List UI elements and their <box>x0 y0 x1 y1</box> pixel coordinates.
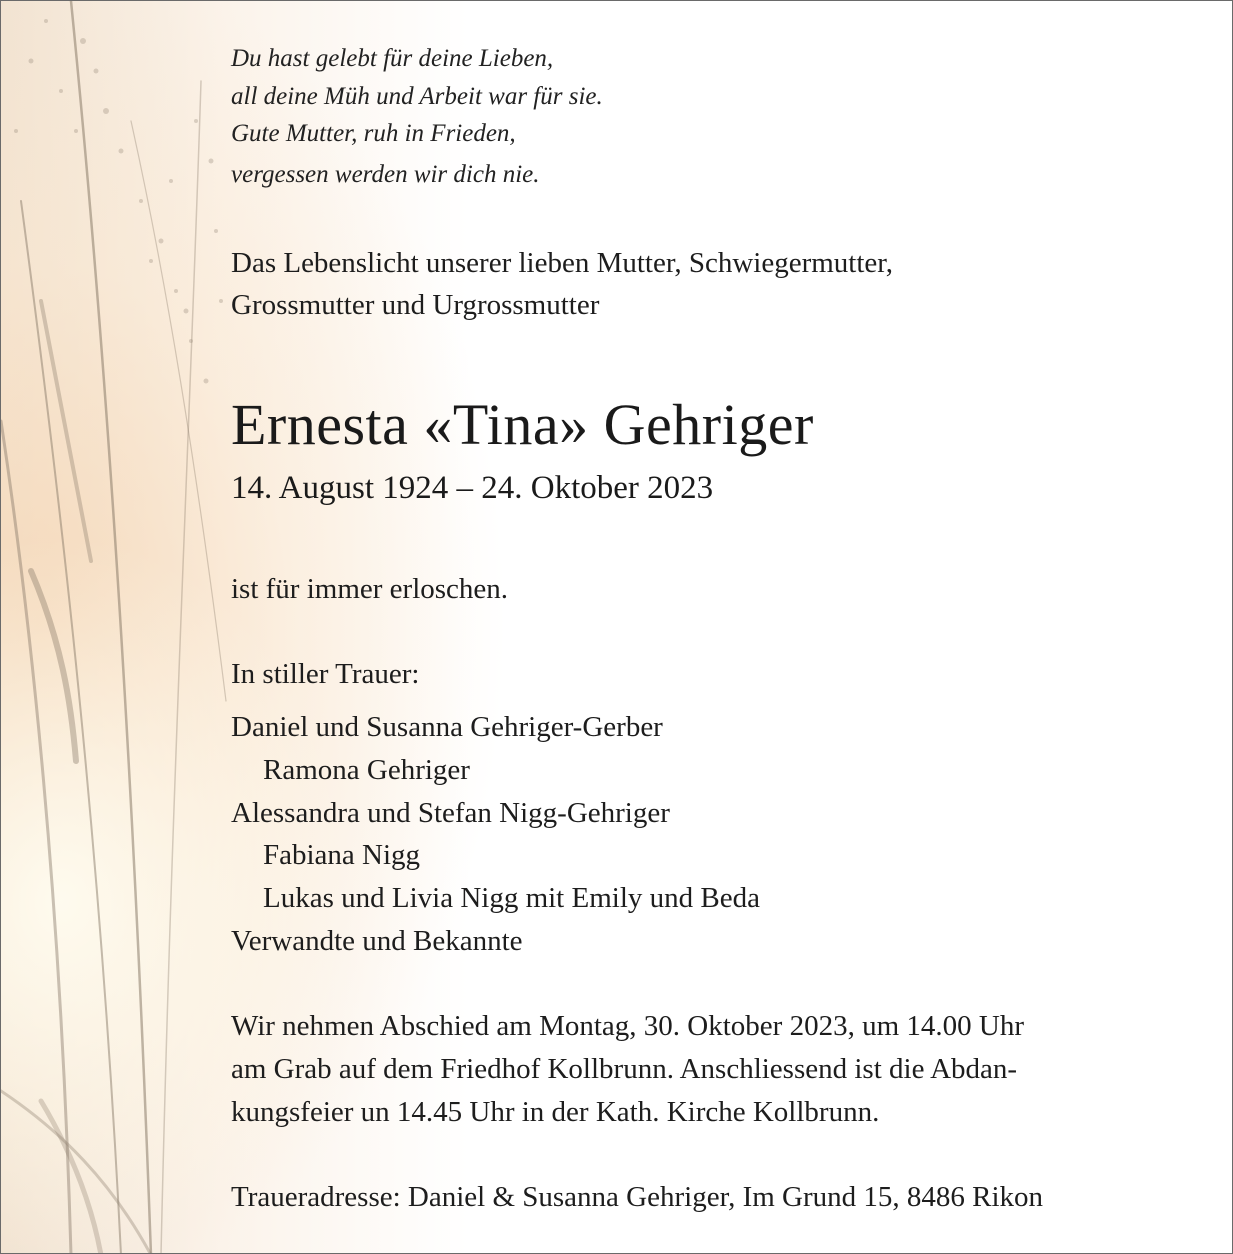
farewell-line: kungsfeier un 14.45 Uhr in der Kath. Kirche Kollbrunn. <box>231 1096 880 1128</box>
farewell-line: Wir nehmen Abschied am Montag, 30. Oktober 2023, um 14.00 Uhr <box>231 1010 1024 1042</box>
deceased-name: Ernesta «Tina» Gehriger <box>231 392 814 457</box>
farewell-line: am Grab auf dem Friedhof Kollbrunn. Anschliessend ist die Abdan- <box>231 1053 1018 1085</box>
poem-line: all deine Müh und Arbeit war für sie. <box>231 83 603 110</box>
poem-line: Gute Mutter, ruh in Frieden, <box>231 120 516 147</box>
intro-line: Grossmutter und Urgrossmutter <box>231 289 600 321</box>
intro-line: Das Lebenslicht unserer lieben Mutter, Schwiegermutter, <box>231 247 894 279</box>
life-dates: 14. August 1924 – 24. Oktober 2023 <box>231 470 714 506</box>
mourning-heading: In stiller Trauer: <box>231 658 420 690</box>
mourner-line: Lukas und Livia Nigg mit Emily und Beda <box>263 882 760 914</box>
poem-line: Du hast gelebt für deine Lieben, <box>231 45 554 72</box>
extinguished-text: ist für immer erloschen. <box>231 573 509 605</box>
poem-line: vergessen werden wir dich nie. <box>231 161 540 188</box>
mourner-line: Fabiana Nigg <box>263 839 421 871</box>
mourner-line: Alessandra und Stefan Nigg-Gehriger <box>231 797 670 829</box>
grass-decoration-image <box>1 1 261 1254</box>
mourner-line: Ramona Gehriger <box>263 754 470 786</box>
mourner-line: Verwandte und Bekannte <box>231 925 523 957</box>
mourning-address: Traueradresse: Daniel & Susanna Gehriger, Im Grund 15, 8486 Rikon <box>231 1181 1044 1213</box>
mourner-line: Daniel und Susanna Gehriger-Gerber <box>231 711 663 743</box>
